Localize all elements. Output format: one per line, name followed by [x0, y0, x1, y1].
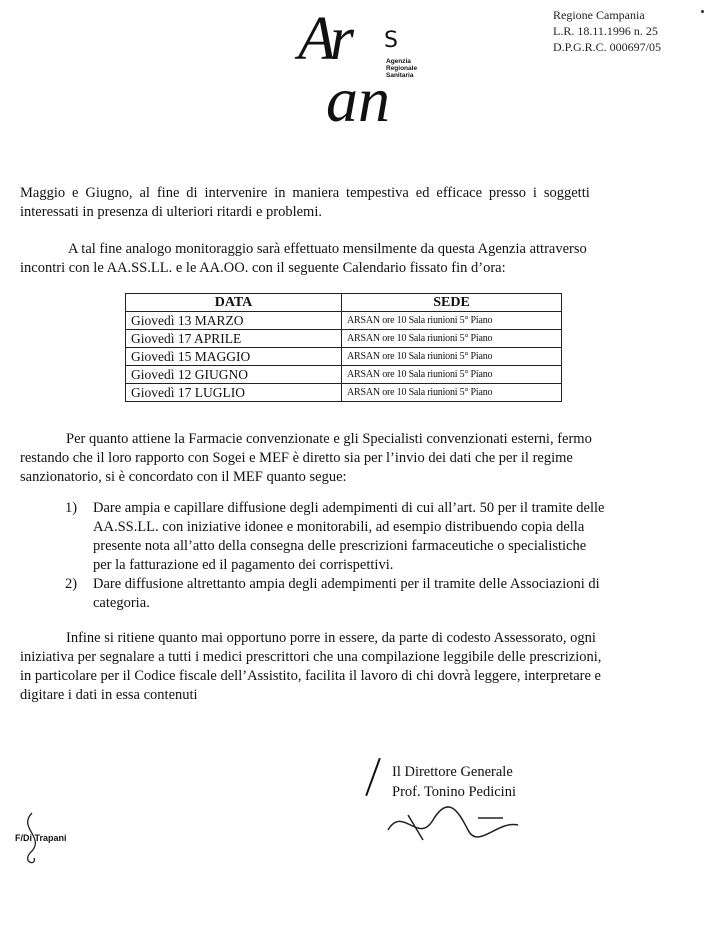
place-cell: ARSAN ore 10 Sala riunioni 5° Piano [342, 330, 562, 348]
column-header-sede: SEDE [342, 294, 562, 312]
column-header-data: DATA [126, 294, 342, 312]
table-header-row [126, 294, 562, 312]
region-line: D.P.G.R.C. 000697/05 [553, 40, 662, 54]
table-row [126, 348, 562, 366]
list-text: Dare diffusione altrettanto ampia degli adempimenti per il tramite delle Associazioni di categoria. [93, 576, 600, 611]
list-number: 1) [65, 500, 78, 516]
signatory-role: Il Direttore Generale [392, 764, 513, 780]
table-row [126, 366, 562, 384]
arsan-logo [296, 5, 436, 135]
list-text: Dare ampia e capillare diffusione degli adempimenti di cui all’art. 50 per il tramite delle AA.SS.LL. con iniziative idonee e monitorabili, ad esempio distribuendo copia della presente nota all’atto della consegna delle prescrizioni farmaceutiche o specialistiche per la fatturazione ed il pagamento dei corrispettivi. [93, 500, 605, 573]
scan-dot [701, 10, 704, 13]
place-cell: ARSAN ore 10 Sala riunioni 5° Piano [342, 348, 562, 366]
region-line: L.R. 18.11.1996 n. 25 [553, 24, 658, 38]
date-cell: Giovedì 17 APRILE [126, 330, 342, 348]
place-cell: ARSAN ore 10 Sala riunioni 5° Piano [342, 312, 562, 330]
signature-slash [365, 758, 381, 796]
signatory-name: Prof. Tonino Pedicini [392, 784, 516, 800]
calendar-table [125, 293, 562, 402]
table-row [126, 312, 562, 330]
table-row [126, 330, 562, 348]
region-header [553, 7, 661, 55]
region-line: Regione Campania [553, 8, 645, 22]
logo-ar-text: Ar [298, 5, 348, 73]
paragraph-1: Maggio e Giugno, al fine di intervenire in maniera tempestiva ed efficace presso i soggetti interessati in presenza di ulteriori ritardi e problemi. [20, 185, 590, 220]
typist-initials: F/Di Trapani [15, 833, 67, 843]
logo-an-text: an [326, 64, 390, 135]
table-row [126, 384, 562, 402]
date-cell: Giovedì 15 MAGGIO [126, 348, 342, 366]
logo-subtitle: Agenzia Regionale Sanitaria [386, 58, 418, 79]
paragraph-2: A tal fine analogo monitoraggio sarà effettuato mensilmente da questa Agenzia attraverso incontri con le AA.SS.LL. e le AA.OO. con il seguente Calendario fissato fin d’ora: [20, 241, 587, 276]
logo-mark-icon: S [384, 28, 398, 53]
date-cell: Giovedì 13 MARZO [126, 312, 342, 330]
date-cell: Giovedì 17 LUGLIO [126, 384, 342, 402]
handwritten-signature [378, 800, 528, 850]
place-cell: ARSAN ore 10 Sala riunioni 5° Piano [342, 366, 562, 384]
paragraph-3: Per quanto attiene la Farmacie convenzionate e gli Specialisti convenzionati esterni, fermo restando che il loro rapporto con Sogei e MEF è diretto sia per l’invio dei dati che per il regime sanzionatorio, si è concordato con il MEF quanto segue: [20, 431, 592, 485]
list-number: 2) [65, 576, 78, 592]
place-cell: ARSAN ore 10 Sala riunioni 5° Piano [342, 384, 562, 402]
paragraph-4: Infine si ritiene quanto mai opportuno porre in essere, da parte di codesto Assessorato, ogni iniziativa per segnalare a tutti i medici prescrittori che una compilazione leggibile delle prescrizioni, in particolare per il Codice fiscale dell’Assistito, facilita il lavoro di chi dovrà leggere, interpretare e digitare i dati in essa contenuti [20, 630, 602, 703]
date-cell: Giovedì 12 GIUGNO [126, 366, 342, 384]
signature-block [392, 762, 516, 802]
